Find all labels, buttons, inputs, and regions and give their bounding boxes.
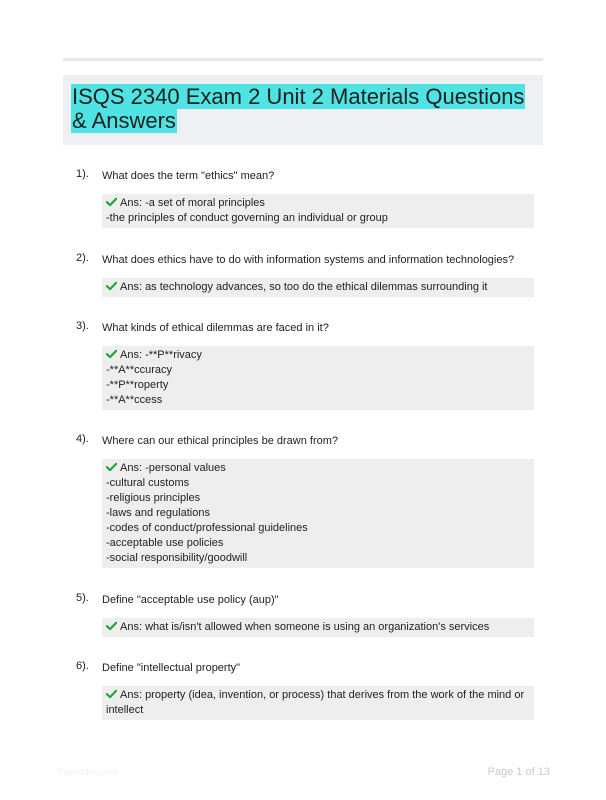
question-number: 6). <box>76 660 89 672</box>
answer-line: -**P**roperty <box>106 379 169 391</box>
answer-line: Ans: property (idea, invention, or process) that derives from the work of the mind or <box>120 689 525 701</box>
question-text: Define "intellectual property" <box>102 662 241 674</box>
question-number: 4). <box>76 433 89 445</box>
question-number: 5). <box>76 592 89 604</box>
checkmark-icon <box>106 689 117 699</box>
answer-line: intellect <box>106 704 144 716</box>
answer-box <box>102 278 534 297</box>
answer-box <box>102 346 534 410</box>
answer-line: -cultural customs <box>106 477 190 489</box>
checkmark-icon <box>106 197 117 207</box>
answer-line: -acceptable use policies <box>106 537 224 549</box>
answer-box <box>102 618 534 637</box>
answer-line: Ans: as technology advances, so too do the ethical dilemmas surrounding it <box>120 281 488 293</box>
top-divider <box>63 58 543 61</box>
title-banner <box>63 75 543 145</box>
question-text: What does the term "ethics" mean? <box>102 170 275 182</box>
question-text: What does ethics have to do with information systems and information technologies? <box>102 254 515 266</box>
answer-line: Ans: -personal values <box>120 462 226 474</box>
answer-line: Ans: what is/isn't allowed when someone is using an organization's services <box>120 621 490 633</box>
footer-watermark: Papertdoc.com <box>57 767 118 777</box>
answer-line: -laws and regulations <box>106 507 210 519</box>
checkmark-icon <box>106 462 117 472</box>
answer-line: -**A**ccuracy <box>106 364 173 376</box>
page-title: ISQS 2340 Exam 2 Unit 2 Materials Questions & Answers <box>72 84 525 133</box>
answer-box <box>102 686 534 720</box>
checkmark-icon <box>106 281 117 291</box>
answer-line: Ans: -a set of moral principles <box>120 197 265 209</box>
checkmark-icon <box>106 621 117 631</box>
answer-line: -codes of conduct/professional guidelines <box>106 522 308 534</box>
answer-box <box>102 194 534 228</box>
question-text: Where can our ethical principles be drawn from? <box>102 435 339 447</box>
answer-line: -**A**ccess <box>106 394 163 406</box>
answer-line: -social responsibility/goodwill <box>106 552 248 564</box>
answer-box <box>102 459 534 568</box>
answer-line: -the principles of conduct governing an individual or group <box>106 212 388 224</box>
answer-line: -religious principles <box>106 492 201 504</box>
question-text: Define "acceptable use policy (aup)" <box>102 594 279 606</box>
question-number: 2). <box>76 252 89 264</box>
answer-line: Ans: -**P**rivacy <box>120 349 202 361</box>
question-text: What kinds of ethical dilemmas are faced in it? <box>102 322 329 334</box>
page-indicator: Page 1 of 13 <box>487 766 550 778</box>
question-number: 1). <box>76 168 89 180</box>
checkmark-icon <box>106 349 117 359</box>
question-number: 3). <box>76 320 89 332</box>
